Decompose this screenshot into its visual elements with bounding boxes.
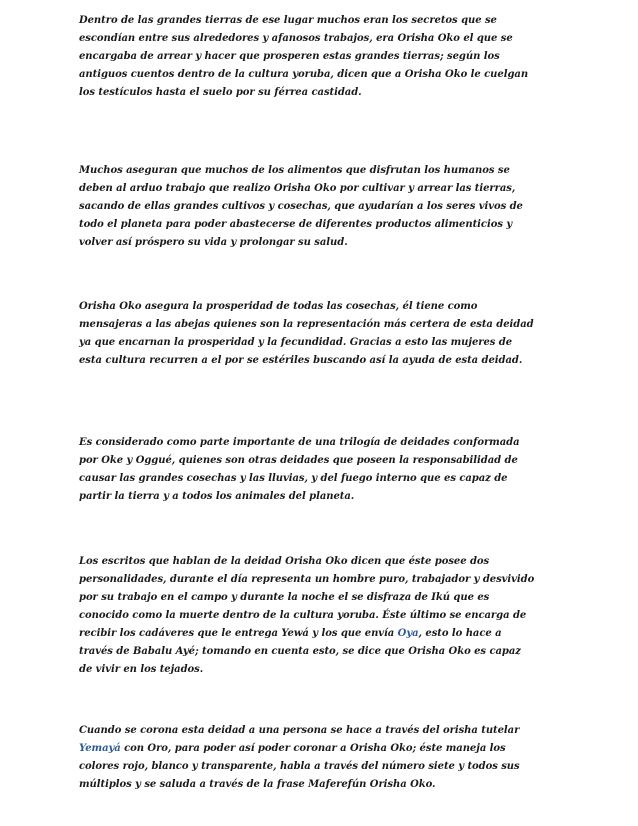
- paragraph: Orisha Oko asegura la prosperidad de todas las cosechas, él tiene como mensajeras a las abejas quienes son la representación más certera de esta deidad ya que encarnan la prosperidad y la fecundidad. Gracias a esto las mujeres de esta cultura recurren a el por se estériles buscando así la ayuda de esta deidad.: [79, 301, 534, 366]
- paragraph: [79, 553, 537, 679]
- paragraph: Dentro de las grandes tierras de ese lugar muchos eran los secretos que se escondían entre sus alrededores y afanosos trabajos, era Orisha Oko el que se encargaba de arrear y hacer que prosperen estas grandes tierras; según los antiguos cuentos dentro de la cultura yoruba, dicen que a Orisha Oko le cuelgan los testículos hasta el suelo por su férrea castidad.: [79, 15, 529, 98]
- paragraph-text: Los escritos que hablan de la deidad Orisha Oko dicen que éste posee dos personalidades, durante el día representa un hombre puro, trabajador y desvivido por su trabajo en el campo y durante la noche el se disfraza de Ikú que es conocido como la muerte dentro de la cultura yoruba. Éste último se encarga de recibir los cadáveres que le entrega Yewá y los que envía: [79, 556, 535, 639]
- paragraph: Es considerado como parte importante de una trilogía de deidades conformada por Oke y Oggué, quienes son otras deidades que poseen la responsabilidad de causar las grandes cosechas y las lluvias, y del fuego interno que es capaz de partir la tierra y a todos los animales del planeta.: [79, 437, 520, 502]
- paragraph-text: con Oro, para poder así poder coronar a Orisha Oko; éste maneja los colores rojo, blanco y transparente, habla a través del número siete y todos sus múltiplos y se saluda a través de la frase Maferefún Orisha Oko.: [79, 743, 520, 790]
- oya-link[interactable]: Oya: [397, 628, 419, 639]
- paragraph: [79, 722, 537, 794]
- paragraph: Muchos aseguran que muchos de los alimentos que disfrutan los humanos se deben al arduo trabajo que realizo Orisha Oko por cultivar y arrear las tierras, sacando de ellas grandes cultivos y cosechas, que ayudarían a los seres vivos de todo el planeta para poder abastecerse de diferentes productos alimenticios y volver así próspero su vida y prolongar su salud.: [79, 165, 523, 248]
- paragraph-text: , esto lo hace a través de Babalu Ayé; tomando en cuenta esto, se dice que Orisha Oko es capaz de vivir en los tejados.: [79, 628, 521, 675]
- yemaya-link[interactable]: Yemayá: [79, 743, 121, 754]
- paragraph-text: Cuando se corona esta deidad a una persona se hace a través del orisha tutelar: [79, 725, 520, 736]
